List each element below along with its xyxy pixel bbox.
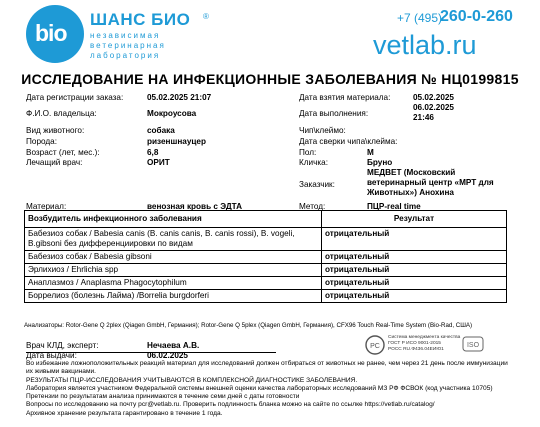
result-cell: отрицательный	[322, 251, 507, 264]
cert-line-1: Система менеджмента качества	[388, 335, 461, 340]
agent-cell: Эрлихиоз / Ehrlichia spp	[25, 264, 322, 277]
chip-label: Чип\клеймо:	[299, 126, 346, 135]
issue-date-label: Дата выдачи:	[26, 351, 77, 360]
document-title: ИССЛЕДОВАНИЕ НА ИНФЕКЦИОННЫЕ ЗАБОЛЕВАНИЯ № НЦ0199815	[21, 71, 519, 87]
header-result: Результат	[322, 211, 507, 228]
certification-mark-icon	[364, 334, 386, 356]
material-value: венозная кровь с ЭДТА	[147, 202, 243, 211]
species-label: Вид животного:	[26, 126, 85, 135]
agent-cell: Анаплазмоз / Anaplasma Phagocytophilum	[25, 277, 322, 290]
tagline-line-2: ветеринарная	[90, 41, 166, 50]
method-value: ПЦР-real time	[367, 202, 421, 211]
table-row	[25, 290, 507, 303]
reg-date-value: 05.02.2025 21:07	[147, 93, 212, 102]
nickname-value: Бруно	[367, 158, 393, 167]
tagline-line-1: независимая	[90, 31, 161, 40]
result-cell: отрицательный	[322, 277, 507, 290]
footnote: Претензии по результатам анализа принимаются в течение семи дней с даты готовности	[26, 393, 300, 401]
registered-mark: ®	[203, 12, 209, 21]
issue-date-value: 06.02.2025	[147, 351, 188, 360]
header-agent: Возбудитель инфекционного заболевания	[25, 211, 322, 228]
result-cell: отрицательный	[322, 228, 507, 251]
agent-cell: Бабезиоз собак / Babesia canis (B. canis canis, B. canis rossi), B. vogeli, B.gibsoni без дифференциировки по видам	[25, 228, 322, 251]
table-row	[25, 264, 507, 277]
cert-block	[388, 335, 460, 353]
phone-prefix: +7 (495)	[397, 11, 443, 25]
certification-logo-icon	[462, 336, 484, 352]
sex-label: Пол:	[299, 148, 317, 157]
doctor-label: Лечащий врач:	[26, 158, 83, 167]
species-value: собака	[147, 126, 175, 135]
footnote: Во избежание ложноположительных реакций материал для исследований должен отбираться от животных не ранее, чем через 21 день после иммунизации их живыми вакцинами.	[26, 360, 508, 376]
sample-date-label: Дата взятия материала:	[299, 93, 391, 102]
website: vetlab.ru	[373, 30, 477, 60]
material-label: Материал:	[26, 202, 67, 211]
result-cell: отрицательный	[322, 290, 507, 303]
breed-value: ризеншнауцер	[147, 137, 206, 146]
sample-date-value: 05.02.2025	[413, 93, 454, 102]
done-time-value: 21:46	[413, 113, 434, 122]
nickname-label: Кличка:	[299, 158, 328, 167]
footnotes	[26, 360, 512, 418]
result-cell: отрицательный	[322, 264, 507, 277]
table-row	[25, 251, 507, 264]
owner-label: Ф.И.О. владельца:	[26, 109, 97, 118]
doctor-value: ОРИТ	[147, 158, 170, 167]
svg-text:ISO: ISO	[466, 342, 480, 349]
table-row	[25, 277, 507, 290]
table-row	[25, 228, 507, 251]
svg-text:PC: PC	[370, 343, 380, 350]
footnote: Лаборатория является участником Федеральной системы внешней оценки качества лабораторных исследований МЗ РФ ФСВОК (код участника 10705)	[26, 384, 493, 392]
chip-check-label: Дата сверки чипа\клейма:	[299, 137, 398, 146]
done-date-value: 06.02.2025	[413, 103, 454, 112]
sex-value: М	[367, 148, 374, 157]
lab-doctor-label: Врач КЛД, эксперт:	[26, 341, 99, 350]
agent-cell: Боррелиоз (болезнь Лайма) /Borrelia burgdorferi	[25, 290, 322, 303]
logo-text: bio	[35, 20, 67, 46]
agent-cell: Бабезиоз собак / Babesia gibsoni	[25, 251, 322, 264]
customer-label: Заказчик:	[299, 180, 335, 189]
cert-line-3: РОСС RU.Ф436.04ЕИЮ1	[388, 347, 444, 352]
tagline-line-3: лаборатория	[90, 51, 161, 60]
brand-name: ШАНС БИО	[90, 10, 191, 29]
footnote: Вопросы по исследованию на почту pcr@vetlab.ru. Проверить подлинность бланка можно на сайте по ссылке https://vetlab.ru/catalog/	[26, 401, 435, 409]
analyzers-note: Анализаторы: Rotor-Gene Q 2plex (Qiagen GmbH, Германия); Rotor-Gene Q 5plex (Qiagen GmbH, Германия), CFX96 Touch Real-Time System (Bio-Rad, США)	[24, 322, 473, 329]
phone-number: 260-0-260	[440, 8, 513, 25]
results-table	[24, 210, 507, 303]
reg-date-label: Дата регистрации заказа:	[26, 93, 124, 102]
age-label: Возраст (лет, мес.):	[26, 148, 100, 157]
footnote: РЕЗУЛЬТАТЫ ПЦР-ИССЛЕДОВАНИЯ УЧИТЫВАЮТСЯ В КОМПЛЕКСНОЙ ДИАГНОСТИКЕ ЗАБОЛЕВАНИЯ.	[26, 376, 358, 384]
lab-doctor-value: Нечаева А.В.	[147, 341, 200, 350]
table-header-row	[25, 211, 507, 228]
breed-label: Порода:	[26, 137, 57, 146]
done-date-label: Дата выполнения:	[299, 109, 369, 118]
owner-value: Мокроусова	[147, 109, 197, 118]
footnote: Архивное хранение результата гарантировано в течение 1 года.	[26, 409, 223, 417]
method-label: Метод:	[299, 202, 326, 211]
customer-value: МЕДВЕТ (Московский ветеринарный центр «МРТ для Животных») Анохина	[367, 168, 494, 197]
cert-line-2: ГОСТ Р ИСО 9001-2015	[388, 341, 441, 346]
age-value: 6,8	[147, 148, 159, 157]
